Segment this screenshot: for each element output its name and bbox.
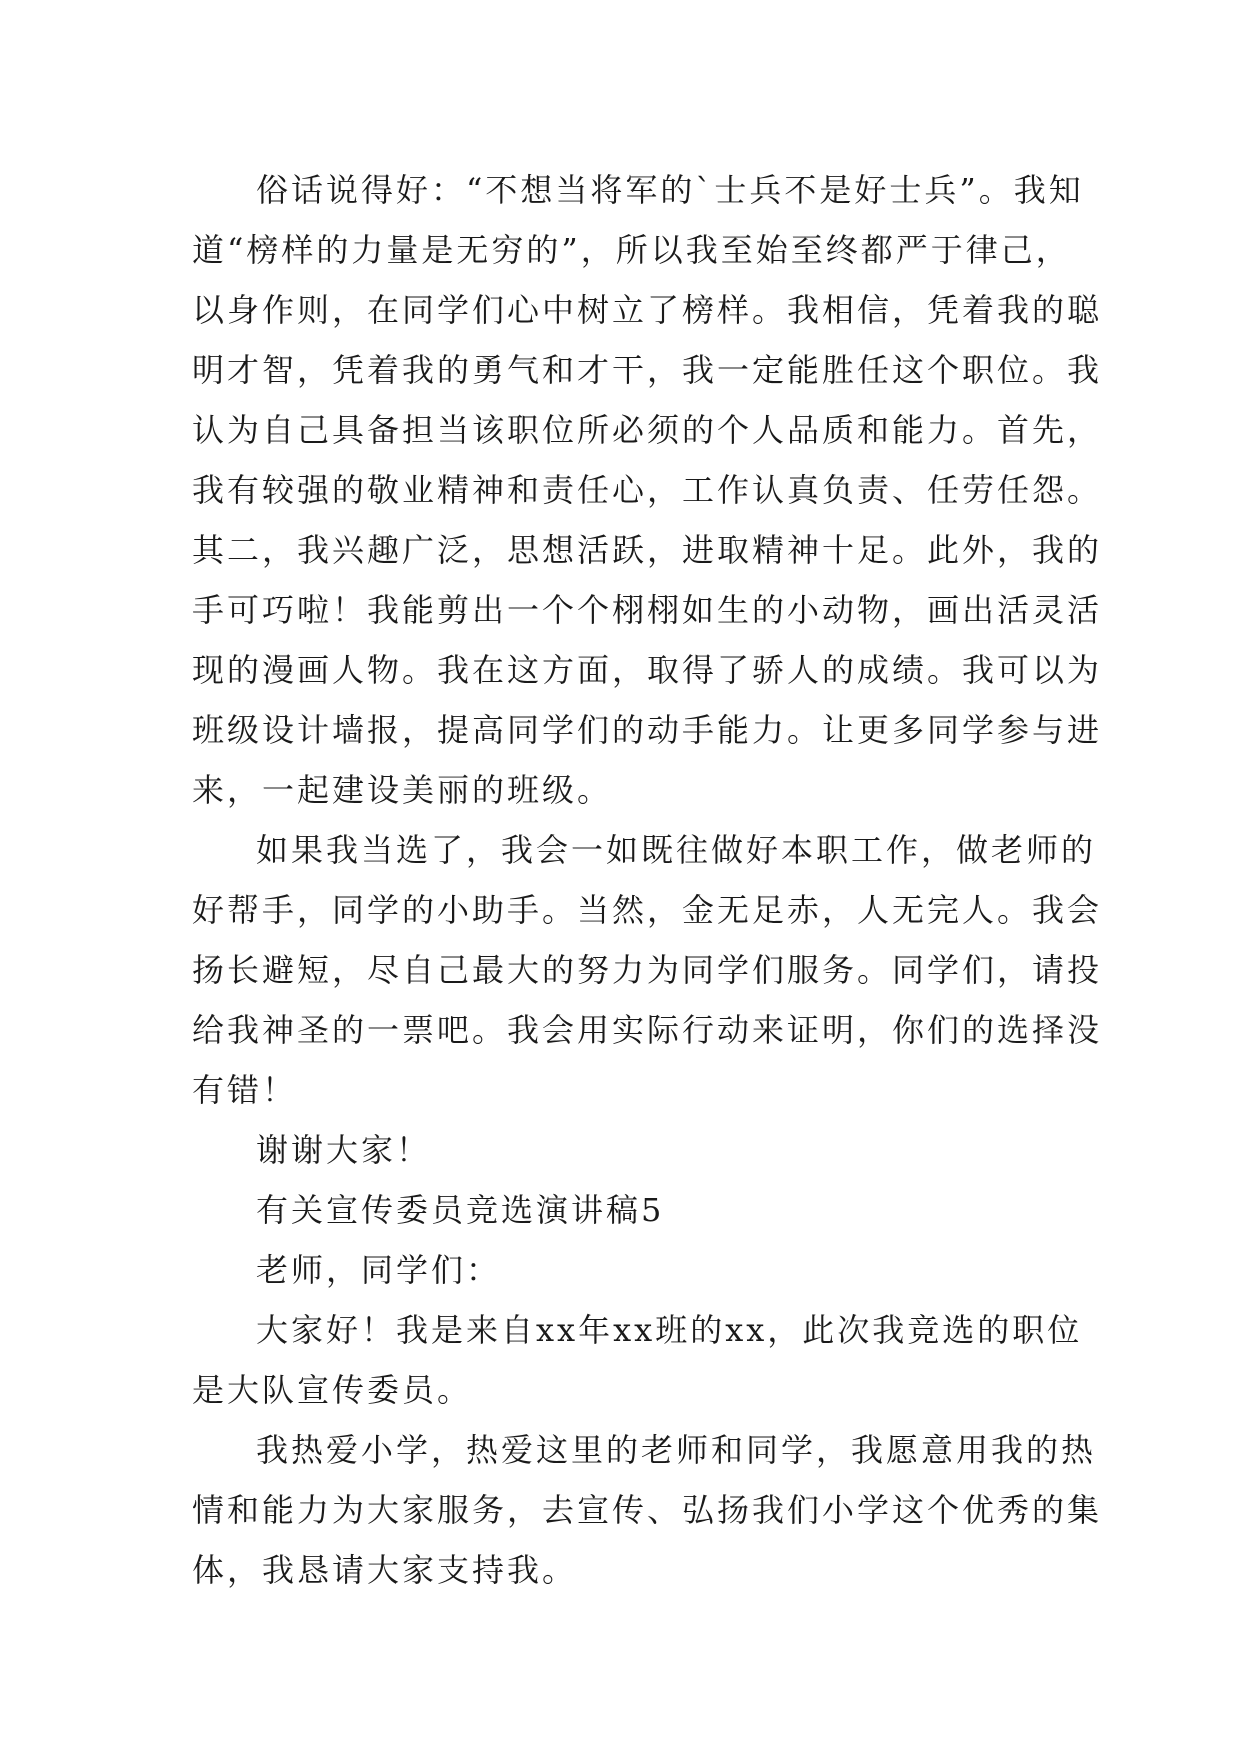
text-line: 道“榜样的力量是无穷的”，所以我至始至终都严于律己，: [192, 231, 1071, 269]
text-line: 体，我恳请大家支持我。: [192, 1551, 578, 1589]
text-line: 给我神圣的一票吧。我会用实际行动来证明，你们的选择没: [192, 1011, 1103, 1049]
text-line: 手可巧啦！我能剪出一个个栩栩如生的小动物，画出活灵活: [192, 591, 1103, 629]
text-line: 有错！: [192, 1071, 298, 1109]
text-line: 以身作则，在同学们心中树立了榜样。我相信，凭着我的聪: [192, 291, 1103, 329]
text-line: 如果我当选了，我会一如既往做好本职工作，做老师的: [256, 831, 1097, 869]
text-line: 俗话说得好：“不想当将军的`士兵不是好士兵”。我知: [256, 171, 1084, 209]
text-line: 扬长避短，尽自己最大的努力为同学们服务。同学们，请投: [192, 951, 1103, 989]
text-line: 是大队宣传委员。: [192, 1371, 473, 1409]
text-line: 好帮手，同学的小助手。当然，金无足赤，人无完人。我会: [192, 891, 1103, 929]
section-heading: 有关宣传委员竞选演讲稿5: [256, 1191, 665, 1229]
text-line: 我热爱小学，热爱这里的老师和同学，我愿意用我的热: [256, 1431, 1097, 1469]
text-line: 明才智，凭着我的勇气和才干，我一定能胜任这个职位。我: [192, 351, 1103, 389]
text-line: 班级设计墙报，提高同学们的动手能力。让更多同学参与进: [192, 711, 1103, 749]
text-line: 谢谢大家！: [256, 1131, 432, 1169]
text-line: 大家好！我是来自xx年xx班的xx，此次我竞选的职位: [256, 1311, 1083, 1349]
text-line: 现的漫画人物。我在这方面，取得了骄人的成绩。我可以为: [192, 651, 1103, 689]
text-line: 来，一起建设美丽的班级。: [192, 771, 613, 809]
text-line: 其二，我兴趣广泛，思想活跃，进取精神十足。此外，我的: [192, 531, 1103, 569]
text-line: 情和能力为大家服务，去宣传、弘扬我们小学这个优秀的集: [192, 1491, 1103, 1529]
text-line: 我有较强的敬业精神和责任心，工作认真负责、任劳任怨。: [192, 471, 1103, 509]
text-line: 老师，同学们：: [256, 1251, 502, 1289]
document-body: [192, 160, 1103, 1600]
text-line: 认为自己具备担当该职位所必须的个人品质和能力。首先，: [192, 411, 1103, 449]
